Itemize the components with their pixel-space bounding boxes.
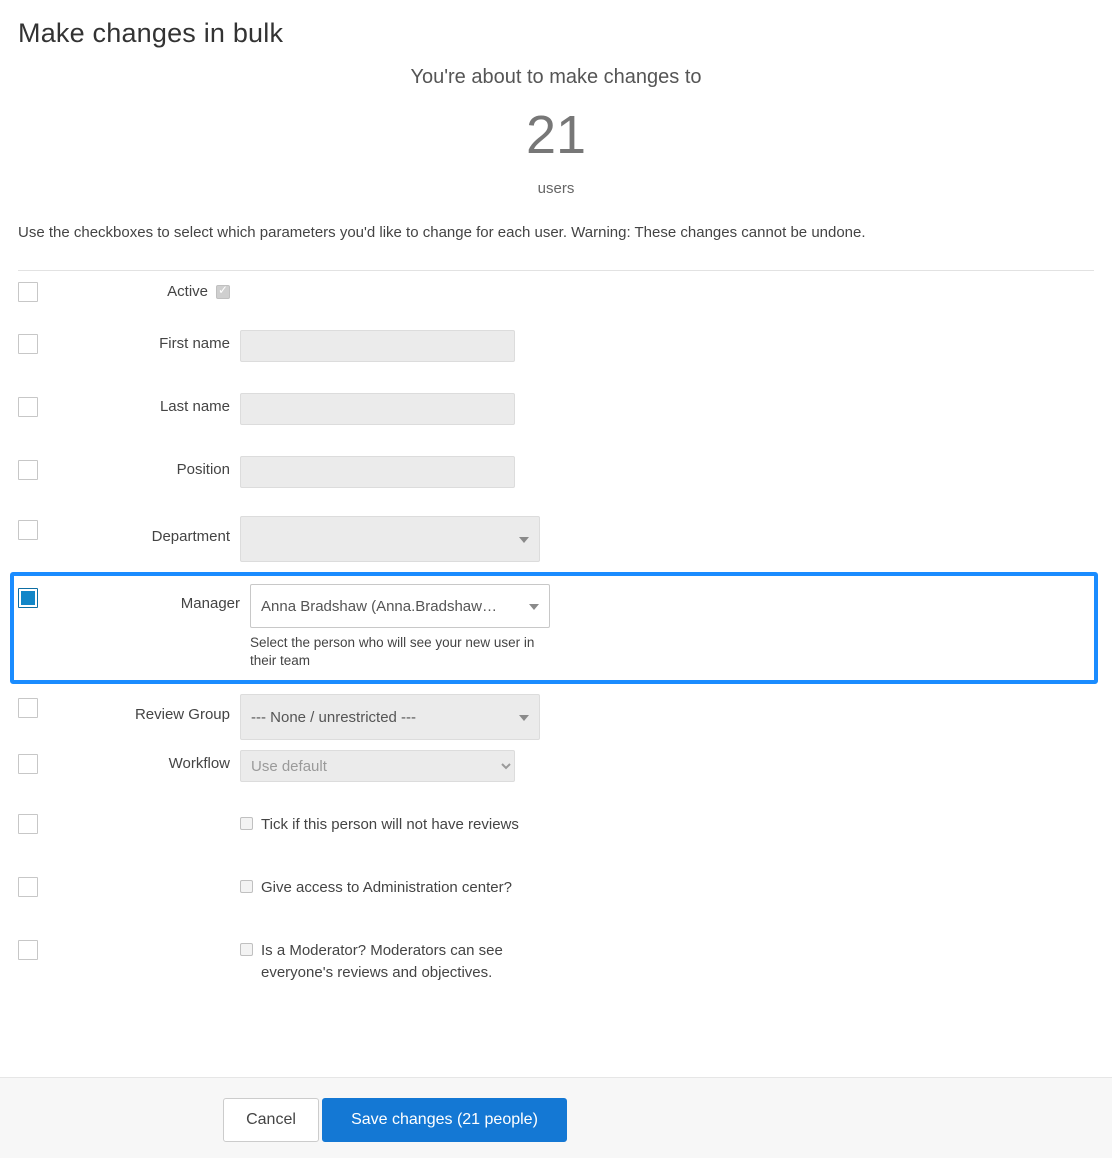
chevron-down-icon [529,604,539,610]
bulk-select-first-name-cell [0,330,54,354]
label-position: Position [176,461,230,478]
label-workflow: Workflow [168,755,230,773]
bulk-select-first-name-checkbox[interactable] [18,334,38,354]
label-no-reviews-spacer [54,810,240,815]
bulk-select-manager-checkbox[interactable] [18,588,38,608]
row-review-group [0,694,1112,740]
moderator-label: Is a Moderator? Moderators can see everyone's reviews and objectives. [261,942,503,981]
bulk-select-department-checkbox[interactable] [18,520,38,540]
field-position [240,456,1112,488]
label-active [54,278,240,300]
bulk-select-manager-cell [14,584,68,608]
first-name-input[interactable] [240,330,515,362]
bulk-select-moderator-checkbox[interactable] [18,940,38,960]
manager-row-highlight [10,572,1098,684]
field-first-name [240,330,1112,362]
cancel-button[interactable]: Cancel [223,1098,319,1142]
row-department [0,516,1112,562]
bulk-select-active-cell [0,278,54,302]
review-group-select[interactable] [240,694,540,740]
label-first-name: First name [159,335,230,352]
row-first-name [0,330,1112,368]
bulk-select-last-name-checkbox[interactable] [18,397,38,417]
bulk-select-active-checkbox[interactable] [18,282,38,302]
bulk-select-no-reviews-checkbox[interactable] [18,814,38,834]
admin-access-control[interactable] [240,873,1112,898]
last-name-input[interactable] [240,393,515,425]
row-manager [14,584,1094,670]
label-manager: Manager [180,595,240,612]
row-moderator [0,936,1112,983]
manager-select[interactable] [250,584,550,628]
row-active [0,278,1112,316]
manager-select-value: Anna Bradshaw (Anna.Bradshaw… [261,597,497,615]
field-moderator [240,936,1112,983]
bulk-select-position-checkbox[interactable] [18,460,38,480]
no-reviews-label: Tick if this person will not have reviews [261,816,519,834]
no-reviews-checkbox[interactable] [240,817,253,830]
manager-help-text: Select the person who will see your new user in their team [250,635,535,669]
user-count: 21 [525,105,587,165]
row-admin-access [0,873,1112,911]
no-reviews-control[interactable] [240,810,1112,835]
bulk-select-no-reviews-cell [0,810,54,834]
label-review-group: Review Group [134,706,230,724]
row-last-name [0,393,1112,431]
moderator-control[interactable] [240,936,1112,983]
review-group-select-value: --- None / unrestricted --- [251,708,417,726]
field-department [240,516,1112,562]
page-title: Make changes in bulk [18,18,284,48]
moderator-checkbox[interactable] [240,943,253,956]
bulk-select-review-group-cell [0,694,54,718]
admin-access-label: Give access to Administration center? [261,879,512,897]
bulk-select-workflow-cell [0,750,54,774]
label-active-text: Active [167,283,208,300]
chevron-down-icon [519,537,529,543]
active-state-checkbox[interactable] [216,285,230,299]
position-input[interactable] [240,456,515,488]
bulk-select-workflow-checkbox[interactable] [18,754,38,774]
field-last-name [240,393,1112,425]
admin-access-checkbox[interactable] [240,880,253,893]
row-position [0,456,1112,494]
header-divider [18,270,1094,271]
save-changes-button[interactable]: Save changes (21 people) [322,1098,567,1142]
bulk-select-department-cell [0,516,54,540]
instructions-text: Use the checkboxes to select which parameters you'd like to change for each user. Warning: These changes cannot be undone. [18,224,866,241]
bulk-select-admin-access-cell [0,873,54,897]
user-count-label: users [537,180,575,197]
label-moderator-spacer [54,936,240,941]
bulk-select-moderator-cell [0,936,54,960]
label-department: Department [151,528,230,545]
field-admin-access [240,873,1112,898]
department-select[interactable] [240,516,540,562]
row-no-reviews [0,810,1112,848]
workflow-select[interactable] [240,750,515,782]
dialog-footer [0,1077,1112,1158]
chevron-down-icon [519,715,529,721]
field-review-group [240,694,1112,740]
field-no-reviews [240,810,1112,835]
bulk-select-position-cell [0,456,54,480]
bulk-select-last-name-cell [0,393,54,417]
bulk-select-review-group-checkbox[interactable] [18,698,38,718]
label-last-name: Last name [159,398,230,415]
bulk-form [0,278,1112,983]
intro-text: You're about to make changes to [410,66,702,88]
field-workflow [240,750,1112,782]
bulk-select-admin-access-checkbox[interactable] [18,877,38,897]
label-admin-access-spacer [54,873,240,878]
row-workflow [0,750,1112,788]
field-manager [250,584,1094,670]
